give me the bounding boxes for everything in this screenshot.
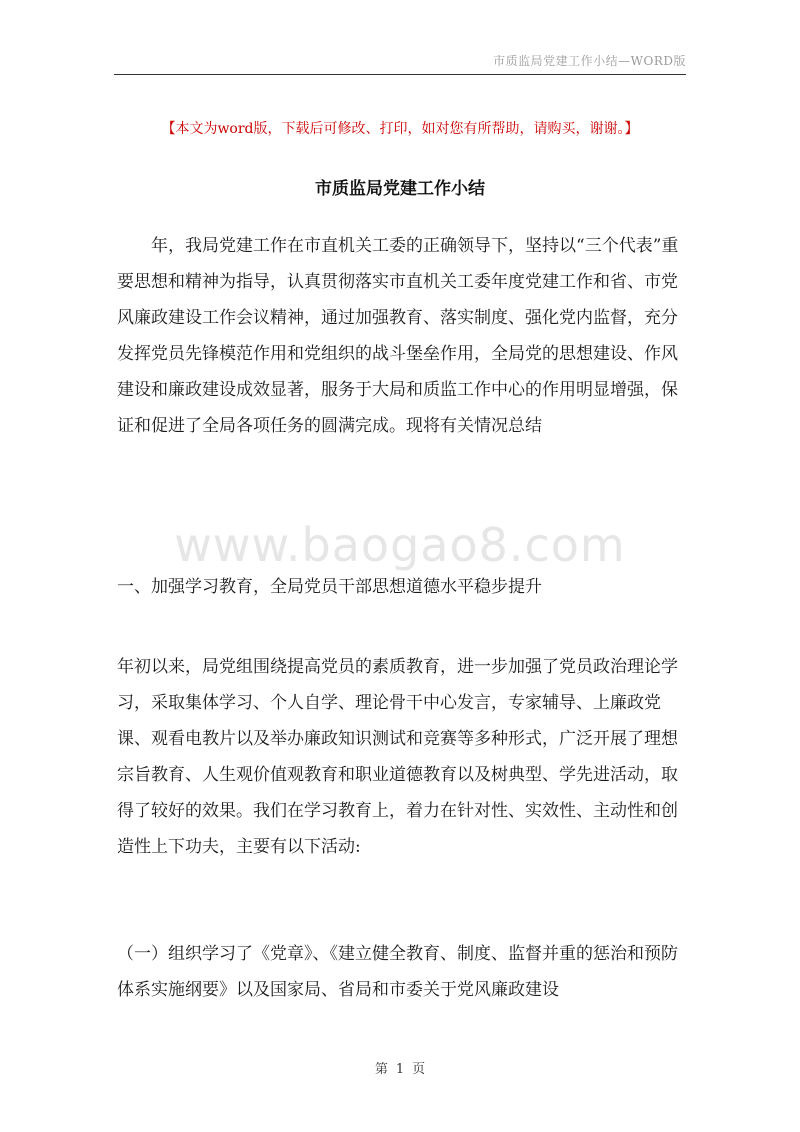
document-title: 市质监局党建工作小结 bbox=[315, 179, 485, 199]
watermark: www.baogao8.com bbox=[174, 518, 626, 572]
header-divider bbox=[114, 74, 686, 75]
body-paragraph-3: （一）组织学习了《党章》、《建立健全教育、制度、监督并重的惩治和预防体系实施纲要》以及国家局、省局和市委关于党风廉政建设 bbox=[117, 944, 678, 1000]
page-footer bbox=[0, 1058, 800, 1077]
section-heading-1: 一、加强学习教育，全局党员干部思想道德水平稳步提升 bbox=[117, 577, 542, 597]
page-number-suffix: 页 bbox=[412, 1062, 426, 1077]
page-number: 1 bbox=[395, 1062, 405, 1077]
page-number-prefix: 第 bbox=[374, 1062, 388, 1077]
intro-paragraph: 年，我局党建工作在市直机关工委的正确领导下，坚持以“三个代表”重要思想和精神为指导，认真贯彻落实市直机关工委年度党建工作和省、市党风廉政建设工作会议精神，通过加强教育、落实制度、强化党内监督，充分发挥党员先锋模范作用和党组织的战斗堡垒作用，全局党的思想建设、作风建设和廉政建设成效显著，服务于大局和质监工作中心的作用明显增强，保证和促进了全局各项任务的圆满完成。现将有关情况总结 bbox=[117, 236, 679, 436]
running-header: 市质监局党建工作小结—WORD版 bbox=[493, 54, 686, 68]
body-paragraph-2: 年初以来，局党组围绕提高党员的素质教育，进一步加强了党员政治理论学习，采取集体学习、个人自学、理论骨干中心发言，专家辅导、上廉政党课、观看电教片以及举办廉政知识测试和竞赛等多种形式，广泛开展了理想宗旨教育、人生观价值观教育和职业道德教育以及树典型、学先进活动，取得了较好的效果。我们在学习教育上，着力在针对性、实效性、主动性和创造性上下功夫，主要有以下活动: bbox=[117, 657, 678, 857]
purchase-notice: 【本文为word版，下载后可修改、打印，如对您有所帮助，请购买，谢谢。】 bbox=[161, 121, 639, 137]
